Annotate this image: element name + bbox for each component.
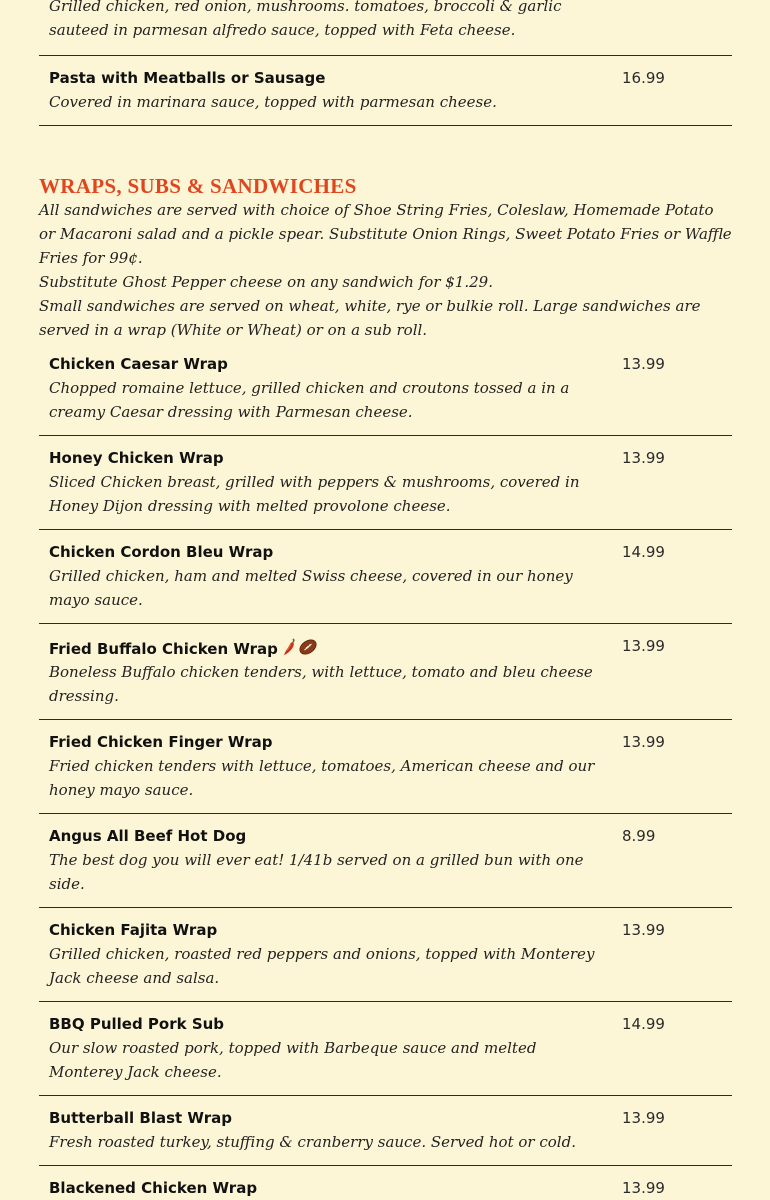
section-intro-sides: All sandwiches are served with choice of Shoe String Fries, Coleslaw, Homemade Potato or Macaroni salad and a pickle spear. Substitute Onion Rings, Sweet Potato Fries or Waffle Fries for 99¢. [39, 201, 732, 267]
section-intro-ghost-pepper: Substitute Ghost Pepper cheese on any sandwich for $1.29. [39, 273, 493, 291]
item-price: 13.99 [622, 449, 665, 467]
section-title: WRAPS, SUBS & SANDWICHES [39, 174, 357, 198]
item-price: 13.99 [622, 733, 665, 751]
item-name: Chicken Cordon Bleu Wrap [49, 543, 274, 561]
item-description: The best dog you will ever eat! 1/41b served on a grilled bun with one side. [49, 851, 584, 893]
item-description: Chopped romaine lettuce, grilled chicken and croutons tossed a in a creamy Caesar dressing with Parmesan cheese. [49, 379, 570, 421]
item-description: Fried chicken tenders with lettuce, tomatoes, American cheese and our honey mayo sauce. [49, 757, 595, 799]
item-price: 13.99 [622, 1179, 665, 1197]
item-description: Grilled chicken, roasted red peppers and onions, topped with Monterey Jack cheese and salsa. [49, 945, 595, 987]
item-name: Fried Buffalo Chicken Wrap [49, 640, 278, 658]
menu-item [39, 1002, 732, 1096]
item-description: Covered in marinara sauce, topped with parmesan cheese. [49, 93, 497, 111]
item-description: Boneless Buffalo chicken tenders, with lettuce, tomato and bleu cheese dressing. [49, 663, 593, 705]
menu-item [39, 814, 732, 908]
item-price: 13.99 [622, 921, 665, 939]
menu-item [39, 530, 732, 624]
menu-item-pasta-partial [39, 0, 732, 56]
menu-item [39, 56, 732, 126]
item-name: Honey Chicken Wrap [49, 449, 224, 467]
menu-item [39, 720, 732, 814]
item-price: 13.99 [622, 1109, 665, 1127]
menu-item [39, 1096, 732, 1166]
menu-item [39, 1166, 732, 1200]
menu-item [39, 908, 732, 1002]
item-name: Chicken Caesar Wrap [49, 355, 228, 373]
item-name: Blackened Chicken Wrap [49, 1179, 258, 1197]
item-price: 13.99 [622, 355, 665, 373]
menu-page [39, 0, 732, 1200]
item-name: Fried Chicken Finger Wrap [49, 733, 273, 751]
item-name: Angus All Beef Hot Dog [49, 827, 247, 845]
item-name: BBQ Pulled Pork Sub [49, 1015, 225, 1033]
football-icon [298, 638, 318, 656]
item-name: Pasta with Meatballs or Sausage [49, 69, 326, 87]
item-icons [283, 638, 318, 656]
section-intro-bread: Small sandwiches are served on wheat, white, rye or bulkie roll. Large sandwiches are served in a wrap (White or Wheat) or on a sub roll. [39, 297, 701, 339]
chili-pepper-icon [283, 638, 297, 656]
item-name: Chicken Fajita Wrap [49, 921, 218, 939]
menu-item [39, 436, 732, 530]
item-description: Fresh roasted turkey, stuffing & cranberry sauce. Served hot or cold. [49, 1133, 576, 1151]
item-description: Sliced Chicken breast, grilled with peppers & mushrooms, covered in Honey Dijon dressing with melted provolone cheese. [49, 473, 580, 515]
item-description: Our slow roasted pork, topped with Barbeque sauce and melted Monterey Jack cheese. [49, 1039, 537, 1081]
item-price: 16.99 [622, 69, 665, 87]
menu-item [39, 624, 732, 720]
item-name-row [49, 634, 612, 660]
item-price: 13.99 [622, 637, 665, 655]
item-price: 14.99 [622, 1015, 665, 1033]
item-name: Butterball Blast Wrap [49, 1109, 232, 1127]
menu-item [39, 352, 732, 436]
item-description: Grilled chicken, red onion, mushrooms. tomatoes, broccoli & garlic sauteed in parmesan alfredo sauce, topped with Feta cheese. [49, 0, 562, 39]
item-price: 8.99 [622, 827, 656, 845]
item-price: 14.99 [622, 543, 665, 561]
item-description: Grilled chicken, ham and melted Swiss cheese, covered in our honey mayo sauce. [49, 567, 573, 609]
